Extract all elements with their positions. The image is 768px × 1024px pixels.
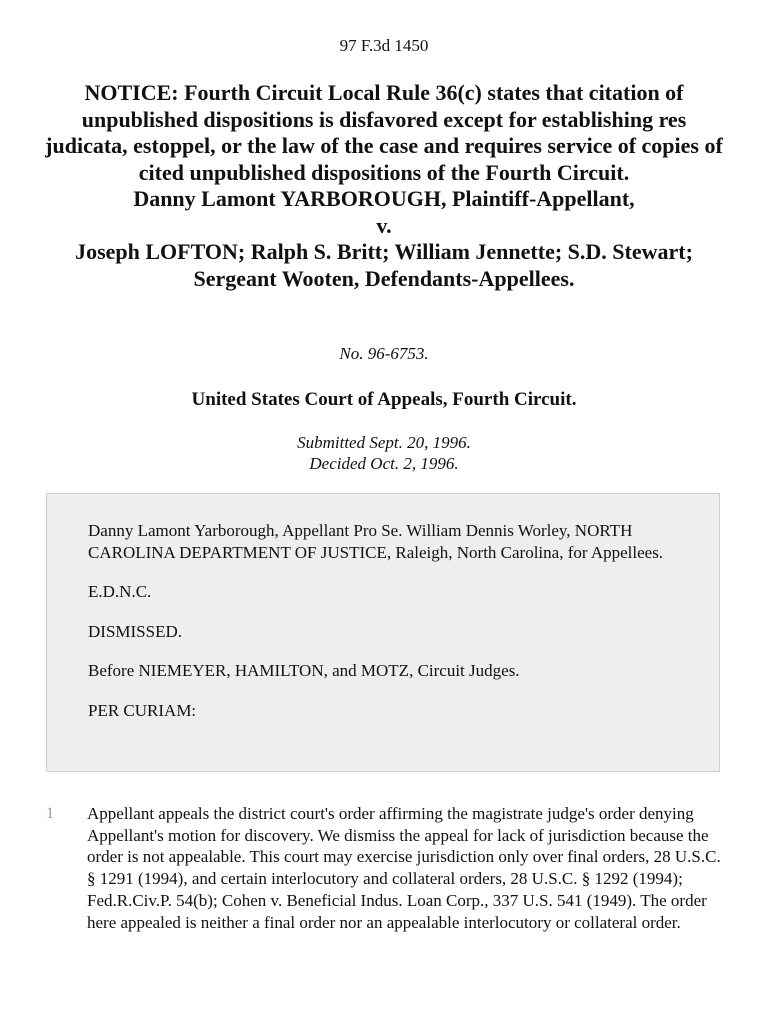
- case-caption: [40, 80, 728, 292]
- judges-panel: Before NIEMEYER, HAMILTON, and MOTZ, Circuit Judges.: [88, 661, 520, 680]
- opinion-type: PER CURIAM:: [88, 700, 197, 720]
- rule-notice: NOTICE: Fourth Circuit Local Rule 36(c) states that citation of unpublished dispositions is disfavored except for establishing res judicata, estoppel, or the law of the case and requires service of copies of cited unpublished dispositions of the Fourth Circuit.: [45, 80, 723, 185]
- versus: v.: [376, 212, 392, 238]
- case-info-box: [46, 493, 720, 772]
- paragraph-number[interactable]: 1: [46, 805, 54, 822]
- docket-number: No. 96-6753.: [339, 344, 429, 363]
- lower-court: E.D.N.C.: [88, 582, 152, 601]
- paragraph-text: Appellant appeals the district court's order affirming the magistrate judge's order denying Appellant's motion for discovery. We dismiss the appeal for lack of jurisdiction because the order is not appealable. This court may exercise jurisdiction only over final orders, 28 U.S.C. § 1291 (1994), and certain interlocutory and collateral orders, 28 U.S.C. § 1292 (1994); Fed.R.Civ.P. 54(b); Cohen v. Beneficial Indus. Loan Corp., 337 U.S. 541 (1949). The order here appealed is neither a final order nor an appealable interlocutory or collateral order.: [87, 804, 721, 932]
- counsel-info: Danny Lamont Yarborough, Appellant Pro Se. William Dennis Worley, NORTH CAROLINA DEPARTMENT OF JUSTICE, Raleigh, North Carolina, for Appellees.: [88, 521, 664, 562]
- submitted-date: Submitted Sept. 20, 1996.: [297, 433, 471, 452]
- plaintiff-appellant: Danny Lamont YARBOROUGH, Plaintiff-Appellant,: [133, 186, 635, 211]
- decided-date: Decided Oct. 2, 1996.: [309, 454, 459, 473]
- case-dates: [0, 432, 768, 474]
- case-citation: 97 F.3d 1450: [339, 36, 429, 55]
- court-name: United States Court of Appeals, Fourth Circuit.: [191, 389, 577, 410]
- disposition: DISMISSED.: [88, 621, 182, 641]
- defendants-appellees: Joseph LOFTON; Ralph S. Britt; William Jennette; S.D. Stewart; Sergeant Wooten, Defendants-Appellees.: [75, 239, 693, 291]
